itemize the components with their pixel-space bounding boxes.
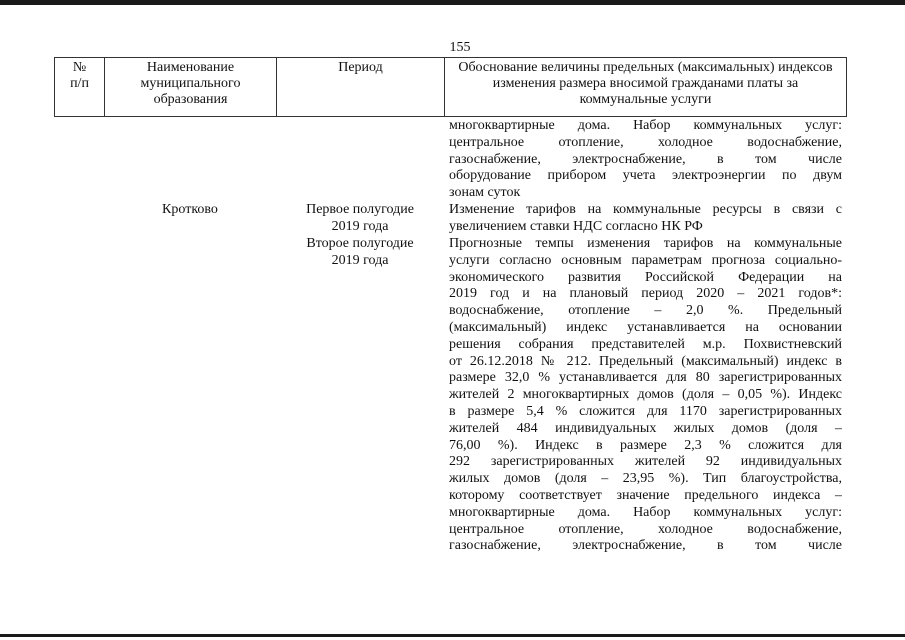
text-line: многоквартирные дома. Набор коммунальных услуг: [449,504,842,520]
text-line: которому соответствует значение предельного индекса – [449,487,842,503]
text-line: 292 зарегистрированных жителей 92 индивидуальных [449,454,842,470]
header-municipality [104,57,276,117]
period-first-half: Первое полугодие 2019 года [306,202,414,234]
header-number-label: № п/п [70,60,89,91]
header-basis [444,57,847,117]
text-line: увеличением ставки НДС согласно НК РФ [449,218,703,234]
text-line: жителей 484 индивидуальных жилых домов (доля – [449,420,842,436]
bottom-border [0,634,905,637]
text-line: центральное отопление, холодное водоснабжение, [449,521,842,537]
text-line: от 26.12.2018 № 212. Предельный (максимальный) индекс в [449,353,842,369]
text-line: экономического развития Российской Федерации на [449,269,842,285]
text-line: услуги согласно основным параметрам прогноза социально- [449,252,842,268]
text-line: газоснабжение, электроснабжение, в том числе [449,538,842,554]
text-line: (максимальный) индекс устанавливается на основании [449,319,842,335]
header-basis-label: Обоснование величины предельных (максимальных) индексов изменения размера вносимой гражданами платы за коммунальные услуги [458,60,833,107]
period-second-half: Второе полугодие 2019 года [306,236,414,268]
text-line: оборудование прибором учета электроэнергии по двум [449,168,842,184]
header-number [54,57,104,117]
text-line: жилых домов (доля – 23,95 %). Тип благоустройства, [449,471,842,487]
text-line: размере 32,0 % устанавливается для 80 зарегистрированных [449,370,842,386]
text-line: газоснабжение, электроснабжение, в том числе [449,151,842,167]
header-period-label: Период [338,60,383,75]
continued-basis-text [449,118,842,202]
text-line: жителей 2 многоквартирных домов (доля – 0,05 %). Индекс [449,387,842,403]
text-line: центральное отопление, холодное водоснабжение, [449,134,842,150]
text-line: многоквартирные дома. Набор коммунальных услуг: [449,118,842,133]
text-line: зонам суток [449,185,521,201]
top-border [0,0,905,5]
text-line: Прогнозные темпы изменения тарифов на коммунальные [449,236,842,251]
text-line: 2019 год и на плановый период 2020 – 2021 годов*: [449,286,842,302]
municipality-name: Кротково [162,202,218,217]
text-line: 76,00 %). Индекс в размере 2,3 % сложится для [449,437,842,453]
header-municipality-label: Наименование муниципального образования [140,60,241,107]
text-line: в размере 5,4 % сложится для 1170 зарегистрированных [449,403,842,419]
page-number: 155 [449,40,471,55]
text-line: водоснабжение, отопление – 2,0 %. Предельный [449,303,842,319]
basis-first-half [449,202,842,236]
header-period [276,57,444,117]
text-line: Изменение тарифов на коммунальные ресурсы в связи с [449,202,842,217]
basis-second-half [449,236,842,555]
text-line: решения собрания представителей м.р. Похвистневский [449,336,842,352]
